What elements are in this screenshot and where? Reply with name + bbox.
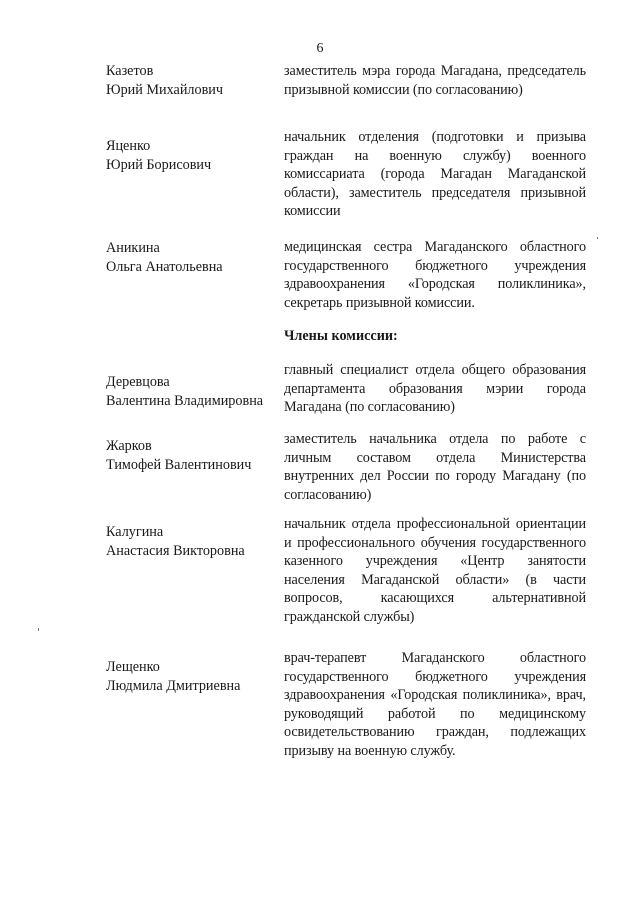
- surname: Яценко: [106, 138, 151, 154]
- given-names: Анастасия Викторовна: [106, 542, 245, 559]
- surname: Казетов: [106, 63, 154, 79]
- member-name-derevtsova: [106, 373, 276, 410]
- scan-speck: [38, 628, 39, 631]
- given-names: Ольга Анатольевна: [106, 258, 223, 275]
- given-names: Тимофей Валентинович: [106, 456, 252, 473]
- official-role-anikina: медицинская сестра Магаданского областного государственного бюджетного учреждения здравоохранения «Городская поликлиника», секретарь призывной комиссии.: [284, 239, 586, 311]
- surname: Лещенко: [106, 659, 160, 675]
- given-names: Валентина Владимировна: [106, 392, 264, 409]
- members-heading: Члены комиссии:: [284, 328, 398, 344]
- member-role-derevtsova: главный специалист отдела общего образования департамента образования мэрии города Магадана (по согласованию): [284, 362, 586, 416]
- member-name-leshchenko: [106, 658, 276, 695]
- surname: Калугина: [106, 524, 164, 540]
- page-number: 6: [316, 41, 324, 56]
- member-name-zharkov: [106, 437, 276, 474]
- surname: Деревцова: [106, 374, 170, 390]
- surname: Жарков: [106, 438, 152, 454]
- official-name-anikina: [106, 239, 276, 276]
- member-role-kalugina: начальник отдела профессиональной ориентации и профессионального обучения государственного казенного учреждения «Центр занятости населения Магаданской области» (в части вопросов, касающихся альтернативной гражданской службы): [284, 516, 586, 625]
- surname: Аникина: [106, 240, 160, 256]
- given-names: Юрий Борисович: [106, 156, 212, 173]
- official-name-kazetov: [106, 62, 276, 99]
- member-role-zharkov: заместитель начальника отдела по работе с личным составом отдела Министерства внутренних дел России по городу Магадану (по согласованию): [284, 431, 586, 503]
- official-role-kazetov: заместитель мэра города Магадана, председатель призывной комиссии (по согласованию): [284, 63, 586, 98]
- member-role-leshchenko: врач-терапевт Магаданского областного государственного бюджетного учреждения здравоохранения «Городская поликлиника», врач, руководящий работой по медицинскому освидетельствованию граждан, подлежащих призыву на военную службу.: [284, 650, 586, 759]
- official-name-yatsenko: [106, 137, 276, 174]
- given-names: Людмила Дмитриевна: [106, 677, 241, 694]
- scan-speck: [597, 237, 598, 239]
- official-role-yatsenko: начальник отделения (подготовки и призыва граждан на военную службу) военного комиссариата (города Магадан Магаданской области), заместитель председателя призывной комиссии: [284, 129, 586, 220]
- given-names: Юрий Михайлович: [106, 81, 224, 98]
- member-name-kalugina: [106, 523, 276, 560]
